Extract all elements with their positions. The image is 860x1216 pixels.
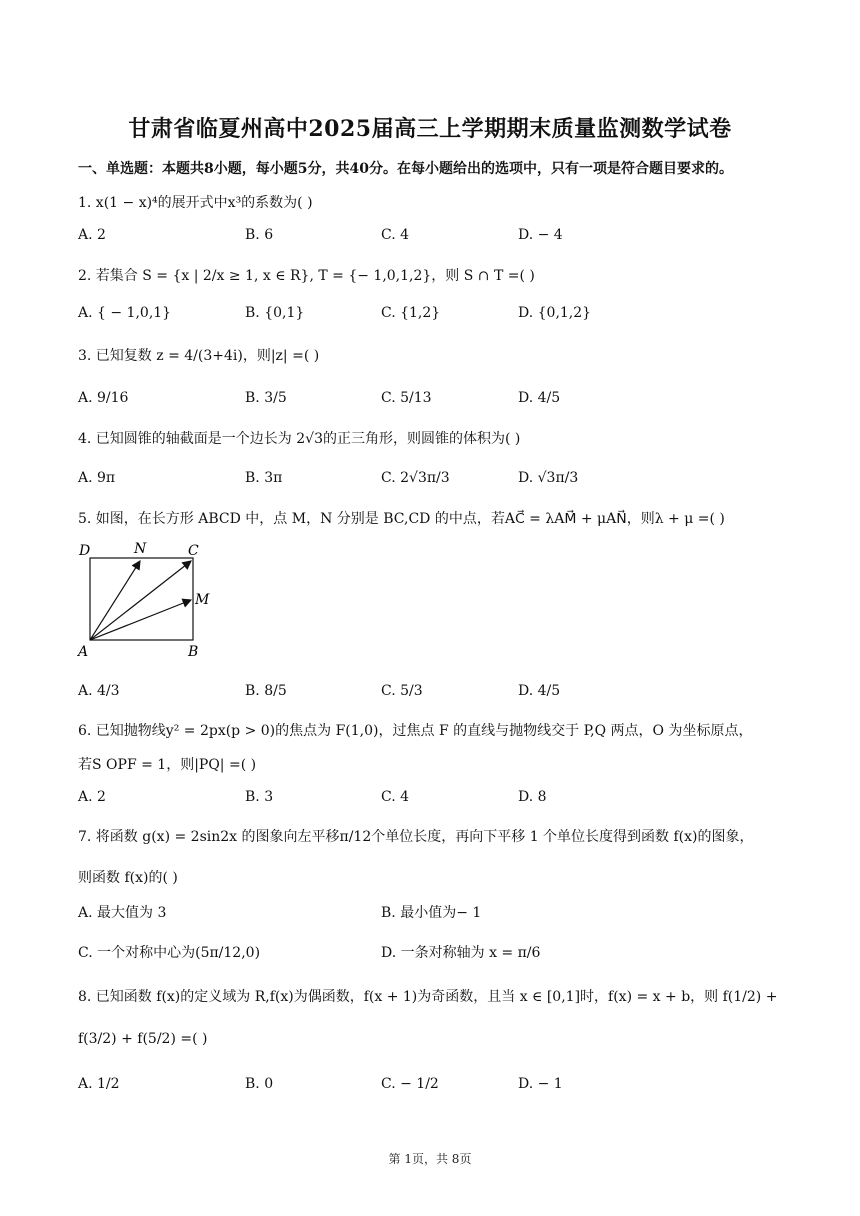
question-6-option-c[interactable]: C. 4 xyxy=(381,789,410,805)
question-6-option-d[interactable]: D. 8 xyxy=(518,789,547,805)
question-4-option-c[interactable]: C. 2√3π/3 xyxy=(381,470,450,486)
question-3-stem: 3. 已知复数 z = 4/(3+4i)，则|z| =( ) xyxy=(78,348,320,364)
question-7-stem-continued: 则函数 f(x)的( ) xyxy=(78,870,178,886)
question-2-stem: 2. 若集合 S = {x | 2/x ≥ 1, x ∈ R}, T = {− 1,0,1,2}，则 S ∩ T =( ) xyxy=(78,268,535,284)
question-3-option-d[interactable]: D. 4/5 xyxy=(518,390,561,406)
question-8-stem: 8. 已知函数 f(x)的定义域为 R,f(x)为偶函数，f(x + 1)为奇函数，且当 x ∈ [0,1]时，f(x) = x + b，则 f(1/2) + xyxy=(78,989,778,1005)
question-1-option-c[interactable]: C. 4 xyxy=(381,227,410,243)
question-3-option-b[interactable]: B. 3/5 xyxy=(245,390,287,406)
question-8-stem-continued: f(3/2) + f(5/2) =( ) xyxy=(78,1031,208,1047)
label-d: D xyxy=(79,543,91,559)
question-4-stem: 4. 已知圆锥的轴截面是一个边长为 2√3的正三角形，则圆锥的体积为( ) xyxy=(78,431,521,447)
question-3-option-c[interactable]: C. 5/13 xyxy=(381,390,432,406)
question-4-option-b[interactable]: B. 3π xyxy=(245,470,283,486)
label-a: A xyxy=(78,644,89,660)
question-4-option-a[interactable]: A. 9π xyxy=(78,470,116,486)
label-n: N xyxy=(134,541,147,557)
question-7-option-d[interactable]: D. 一条对称轴为 x = π/6 xyxy=(381,945,541,961)
question-5-option-d[interactable]: D. 4/5 xyxy=(518,683,561,699)
question-5-option-c[interactable]: C. 5/3 xyxy=(381,683,423,699)
page-title: 甘肃省临夏州高中2025届高三上学期期末质量监测数学试卷 xyxy=(128,116,732,142)
question-2-option-a[interactable]: A. { − 1,0,1} xyxy=(78,305,172,321)
vector-ac xyxy=(90,561,191,640)
question-8-option-b[interactable]: B. 0 xyxy=(245,1076,274,1092)
question-6-option-b[interactable]: B. 3 xyxy=(245,789,274,805)
question-8-option-c[interactable]: C. − 1/2 xyxy=(381,1076,439,1092)
question-5-stem: 5. 如图，在长方形 ABCD 中，点 M，N 分别是 BC,CD 的中点，若AC⃗ = λAM⃗ + μAN⃗，则λ + μ =( ) xyxy=(78,511,725,527)
question-2-option-d[interactable]: D. {0,1,2} xyxy=(518,305,592,321)
question-4-option-d[interactable]: D. √3π/3 xyxy=(518,470,579,486)
question-7-option-c[interactable]: C. 一个对称中心为(5π/12,0) xyxy=(78,945,261,961)
question-1-option-a[interactable]: A. 2 xyxy=(78,227,106,243)
question-1-option-b[interactable]: B. 6 xyxy=(245,227,274,243)
question-6-option-a[interactable]: A. 2 xyxy=(78,789,106,805)
label-m: M xyxy=(195,592,210,608)
question-7-stem: 7. 将函数 g(x) = 2sin2x 的图象向左平移π/12个单位长度，再向下平移 1 个单位长度得到函数 f(x)的图象， xyxy=(78,829,754,845)
question-1-stem: 1. x(1 − x)⁴的展开式中x³的系数为( ) xyxy=(78,195,313,211)
question-5-option-a[interactable]: A. 4/3 xyxy=(78,683,120,699)
label-c: C xyxy=(188,543,199,559)
question-6-stem-continued: 若S OPF = 1，则|PQ| =( ) xyxy=(78,757,257,773)
label-b: B xyxy=(188,644,199,660)
page-footer: 第 1页，共 8页 xyxy=(388,1152,472,1166)
section-heading: 一、单选题：本题共8小题，每小题5分，共40分。在每小题给出的选项中，只有一项是符合题目要求的。 xyxy=(78,161,733,177)
question-1-option-d[interactable]: D. − 4 xyxy=(518,227,563,243)
vector-an xyxy=(90,561,140,640)
question-6-stem: 6. 已知抛物线y² = 2px(p > 0)的焦点为 F(1,0)，过焦点 F 的直线与抛物线交于 P,Q 两点，O 为坐标原点， xyxy=(78,723,753,739)
question-2-option-c[interactable]: C. {1,2} xyxy=(381,305,441,321)
rectangle-figure xyxy=(74,536,224,660)
question-5-option-b[interactable]: B. 8/5 xyxy=(245,683,287,699)
question-3-option-a[interactable]: A. 9/16 xyxy=(78,390,129,406)
vector-am xyxy=(90,600,191,640)
question-7-option-b[interactable]: B. 最小值为− 1 xyxy=(381,905,482,921)
question-2-option-b[interactable]: B. {0,1} xyxy=(245,305,305,321)
question-7-option-a[interactable]: A. 最大值为 3 xyxy=(78,905,167,921)
question-8-option-a[interactable]: A. 1/2 xyxy=(78,1076,120,1092)
question-8-option-d[interactable]: D. − 1 xyxy=(518,1076,563,1092)
